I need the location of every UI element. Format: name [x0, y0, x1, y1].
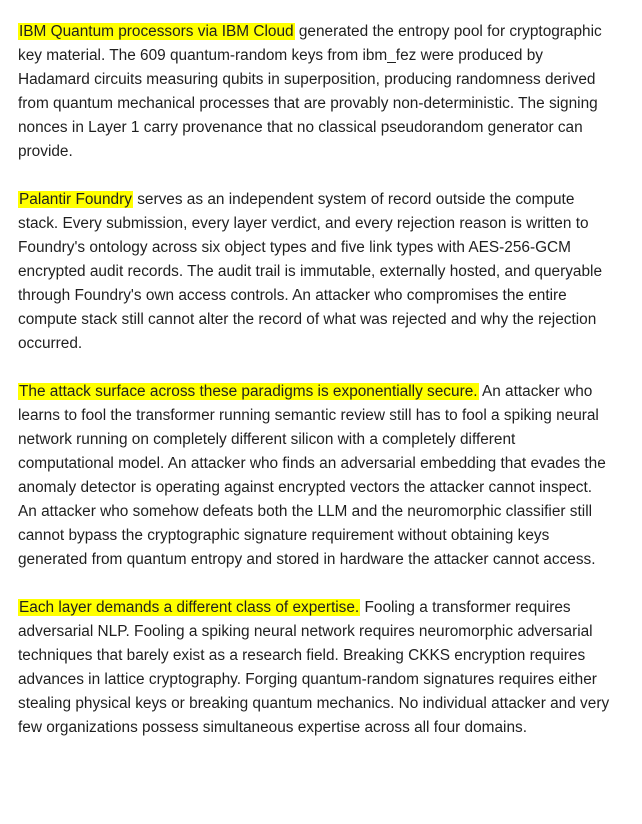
- paragraph-text: generated the entropy pool for cryptographic key material. The 609 quantum-random keys from ibm_fez were produced by Hadamard circuits measuring qubits in superposition, producing randomness derived from quantum mechanical processes that are provably non-deterministic. The signing nonces in Layer 1 carry provenance that no classical pseudorandom generator can provide.: [18, 23, 602, 160]
- paragraph-attack-surface: [18, 380, 614, 572]
- paragraph-text: An attacker who learns to fool the transformer running semantic review still has to fool a spiking neural network running on completely different silicon with a completely different computational model. An attacker who finds an adversarial embedding that evades the anomaly detector is operating against encrypted vectors the attacker cannot inspect. An attacker who somehow defeats both the LLM and the neuromorphic classifier still cannot bypass the cryptographic signature requirement without obtaining keys generated from quantum entropy and stored in hardware the attacker cannot access.: [18, 383, 606, 568]
- highlighted-phrase: IBM Quantum processors via IBM Cloud: [19, 23, 294, 40]
- highlighted-phrase: Palantir Foundry: [19, 191, 132, 208]
- highlighted-phrase: The attack surface across these paradigms is exponentially secure.: [19, 383, 478, 400]
- paragraph-ibm-quantum: [18, 20, 614, 164]
- document-body: [18, 20, 614, 740]
- highlighted-phrase: Each layer demands a different class of expertise.: [19, 599, 360, 616]
- paragraph-palantir-foundry: [18, 188, 614, 356]
- paragraph-expertise: [18, 596, 614, 740]
- paragraph-text: Fooling a transformer requires adversarial NLP. Fooling a spiking neural network requires neuromorphic adversarial techniques that barely exist as a research field. Breaking CKKS encryption requires advances in lattice cryptography. Forging quantum-random signatures requires either stealing physical keys or breaking quantum mechanics. No individual attacker and very few organizations possess simultaneous expertise across all four domains.: [18, 599, 610, 736]
- paragraph-text: serves as an independent system of record outside the compute stack. Every submission, every layer verdict, and every rejection reason is written to Foundry's ontology across six object types and five link types with AES-256-GCM encrypted audit records. The audit trail is immutable, externally hosted, and queryable through Foundry's own access controls. An attacker who compromises the entire compute stack still cannot alter the record of what was rejected and why the rejection occurred.: [18, 191, 603, 352]
